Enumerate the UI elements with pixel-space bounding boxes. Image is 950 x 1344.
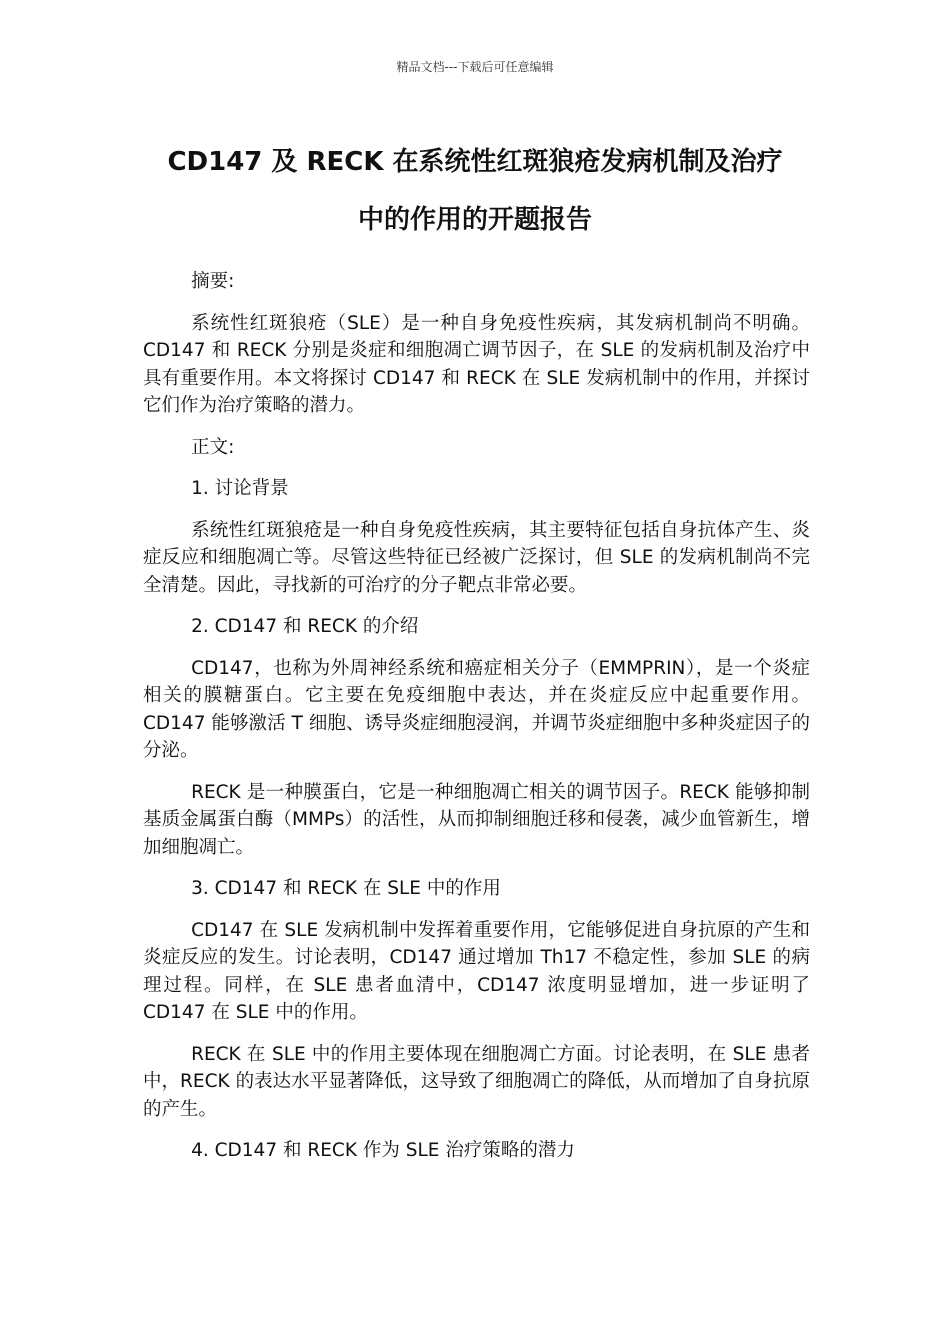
document-title-line-1: CD147 及 RECK 在系统性红斑狼疮发病机制及治疗 [167, 147, 783, 177]
section-3-heading: 3. CD147 和 RECK 在 SLE 中的作用 [191, 878, 501, 899]
section-3-paragraph-1: CD147 在 SLE 发病机制中发挥着重要作用，它能够促进自身抗原的产生和炎症反应的发生。讨论表明，CD147 通过增加 Th17 不稳定性，参加 SLE 的病理过程。同样，在 SLE 患者血清中，CD147 浓度明显增加，进一步证明了 CD147 在 SLE 中的作用。 [143, 919, 810, 1023]
abstract-label: 摘要: [191, 271, 235, 292]
document-title [140, 133, 810, 249]
section-2-paragraph-2: RECK 是一种膜蛋白，它是一种细胞凋亡相关的调节因子。RECK 能够抑制基质金属蛋白酶（MMPs）的活性，从而抑制细胞迁移和侵袭，减少血管新生，增加细胞凋亡。 [143, 781, 810, 858]
page-header: 精品文档---下载后可任意编辑 [396, 60, 554, 74]
section-3-paragraph-2: RECK 在 SLE 中的作用主要体现在细胞凋亡方面。讨论表明，在 SLE 患者中，RECK 的表达水平显著降低，这导致了细胞凋亡的降低，从而增加了自身抗原的产生。 [143, 1043, 810, 1120]
document-body [143, 268, 810, 1179]
section-1-heading: 1. 讨论背景 [191, 478, 289, 499]
section-2-paragraph-1: CD147，也称为外周神经系统和癌症相关分子（EMMPRIN），是一个炎症相关的膜糖蛋白。它主要在免疫细胞中表达，并在炎症反应中起重要作用。CD147 能够激活 T 细胞、诱导炎症细胞浸润，并调节炎症细胞中多种炎症因子的分泌。 [143, 657, 810, 761]
abstract-paragraph: 系统性红斑狼疮（SLE）是一种自身免疫性疾病，其发病机制尚不明确。CD147 和 RECK 分别是炎症和细胞凋亡调节因子，在 SLE 的发病机制及治疗中具有重要作用。本文将探讨 CD147 和 RECK 在 SLE 发病机制中的作用，并探讨它们作为治疗策略的潜力。 [143, 312, 810, 416]
section-2-heading: 2. CD147 和 RECK 的介绍 [191, 616, 419, 637]
main-text-label: 正文: [191, 436, 235, 458]
section-1-paragraph-1: 系统性红斑狼疮是一种自身免疫性疾病，其主要特征包括自身抗体产生、炎症反应和细胞凋亡等。尽管这些特征已经被广泛探讨，但 SLE 的发病机制尚不完全清楚。因此，寻找新的可治疗的分子靶点非常必要。 [143, 519, 810, 596]
document-title-line-2: 中的作用的开题报告 [357, 205, 592, 235]
section-4-heading: 4. CD147 和 RECK 作为 SLE 治疗策略的潜力 [191, 1140, 575, 1161]
